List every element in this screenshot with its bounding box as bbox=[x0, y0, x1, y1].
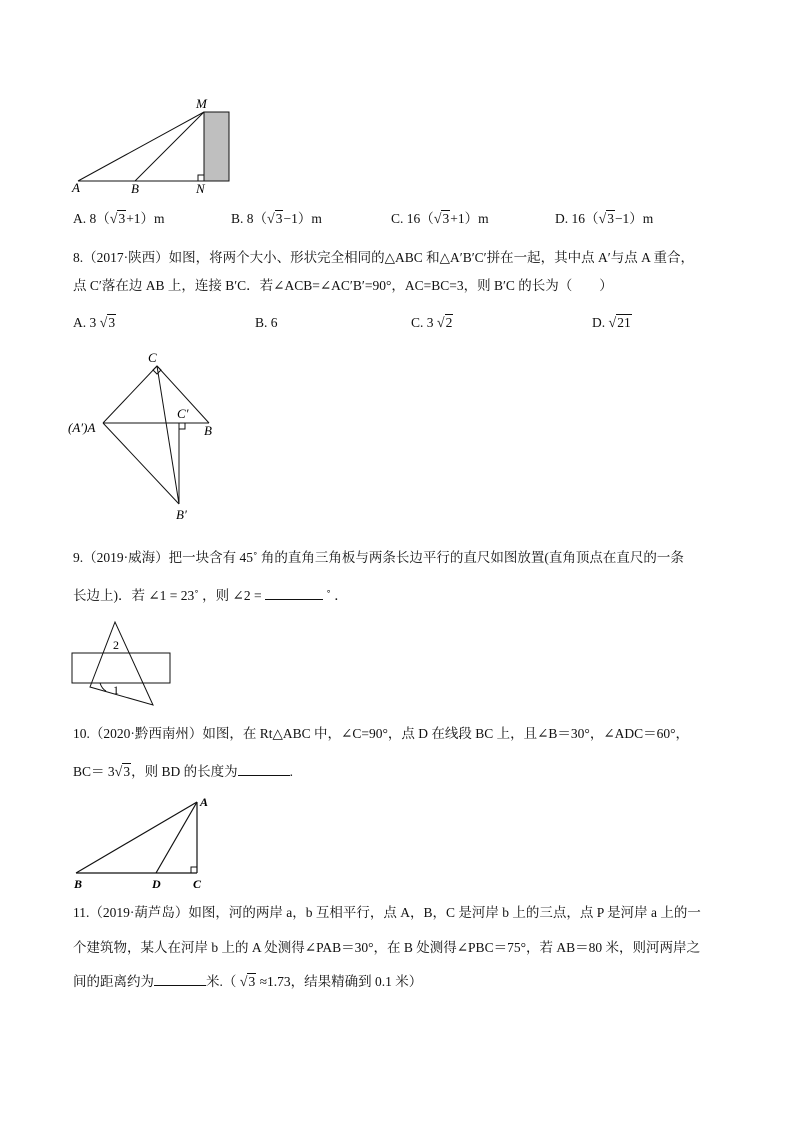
sqrt-3: √3 bbox=[99, 315, 116, 331]
q8-option-b: B. 6 bbox=[255, 315, 278, 330]
q10-text-line2: BC＝ 3√3，则 BD 的长度为 . bbox=[73, 761, 293, 783]
q11-text-line2: 个建筑物，某人在河岸 b 上的 A 处测得∠PAB＝30°，在 B 处测得∠PBC＝75°，若 AB＝80 米，则河两岸之 bbox=[73, 940, 700, 955]
sqrt-3: √3 bbox=[433, 211, 450, 227]
label-c: C bbox=[193, 877, 202, 891]
sqrt-3: √3 bbox=[114, 764, 131, 780]
q8-option-a: A. 3 √3 bbox=[73, 313, 116, 334]
label-d: D bbox=[152, 877, 161, 891]
q10-text-line1: 10.（2020·黔西南州）如图，在 Rt△ABC 中，∠C=90°，点 D 在线段 BC 上，且∠B＝30°，∠ADC＝60°， bbox=[73, 726, 690, 741]
q11-text-line1: 11.（2019·葫芦岛）如图，河的两岸 a，b 互相平行，点 A，B，C 是河岸 b 上的三点，点 P 是河岸 a 上的一 bbox=[73, 905, 701, 920]
sqrt-21: √21 bbox=[608, 315, 631, 331]
q11-text-line3: 间的距离约为 米.（ √3 ≈1.73，结果精确到 0.1 米） bbox=[73, 971, 422, 993]
q8-option-c: C. 3 √2 bbox=[411, 313, 453, 334]
figure-q9 bbox=[66, 617, 176, 707]
line-ba bbox=[76, 802, 197, 873]
sqrt-3: √3 bbox=[267, 211, 283, 227]
q7-option-b: B. 8（√3−1）m bbox=[231, 209, 322, 230]
figure-q10 bbox=[66, 792, 216, 894]
q9-text-line2: 长边上)．若 ∠1 = 23˚ ，则 ∠2 = ˚ ． bbox=[73, 585, 348, 606]
q7-option-a: A. 8（√3+1）m bbox=[73, 209, 165, 230]
label-b: B bbox=[74, 877, 83, 891]
building-rect bbox=[204, 112, 229, 181]
right-angle-c-prime bbox=[179, 423, 185, 429]
label-c: C bbox=[148, 350, 157, 365]
ruler-rect bbox=[72, 653, 170, 683]
q8-text-line2: 点 C′落在边 AB 上，连接 B′C．若∠ACB=∠AC′B′=90°，AC=BC=3，则 B′C 的长为（ ） bbox=[73, 278, 613, 293]
label-c-prime: C′ bbox=[177, 406, 189, 421]
q7-option-d: D. 16（√3−1）m bbox=[555, 209, 653, 230]
q8-text-line1: 8.（2017·陕西）如图，将两个大小、形状完全相同的△ABC 和△A′B′C′拼在一起，其中点 A′与点 A 重合， bbox=[73, 250, 694, 265]
label-b-prime: B′ bbox=[176, 507, 187, 522]
q8-option-d: D. √21 bbox=[592, 313, 632, 334]
right-angle-c bbox=[191, 867, 197, 873]
line-ca bbox=[103, 366, 157, 423]
figure-q8 bbox=[66, 348, 226, 523]
label-a: (A′)A bbox=[68, 420, 96, 435]
label-a: A bbox=[200, 795, 209, 809]
label-a: A bbox=[72, 180, 80, 195]
line-da bbox=[156, 802, 197, 873]
q7-option-c: C. 16（√3+1）m bbox=[391, 209, 489, 230]
label-angle-2: 2 bbox=[113, 638, 119, 652]
sqrt-2: √2 bbox=[436, 315, 453, 331]
label-n: N bbox=[196, 181, 205, 196]
label-b: B bbox=[131, 181, 139, 196]
sqrt-3: √3 bbox=[239, 974, 256, 990]
q9-text-line1: 9.（2019·威海）把一块含有 45˚ 角的直角三角板与两条长边平行的直尺如图放置(直角顶点在直尺的一条 bbox=[73, 550, 684, 565]
answer-blank bbox=[238, 761, 290, 776]
answer-blank bbox=[154, 971, 206, 986]
sqrt-3: √3 bbox=[598, 211, 614, 227]
answer-blank bbox=[265, 585, 323, 600]
label-m: M bbox=[196, 96, 207, 111]
figure-q7 bbox=[66, 92, 246, 200]
line-bm bbox=[135, 112, 204, 181]
label-angle-1: 1 bbox=[113, 683, 119, 697]
label-b: B bbox=[204, 423, 212, 438]
line-am bbox=[78, 112, 204, 181]
sqrt-3: √3 bbox=[109, 211, 126, 227]
